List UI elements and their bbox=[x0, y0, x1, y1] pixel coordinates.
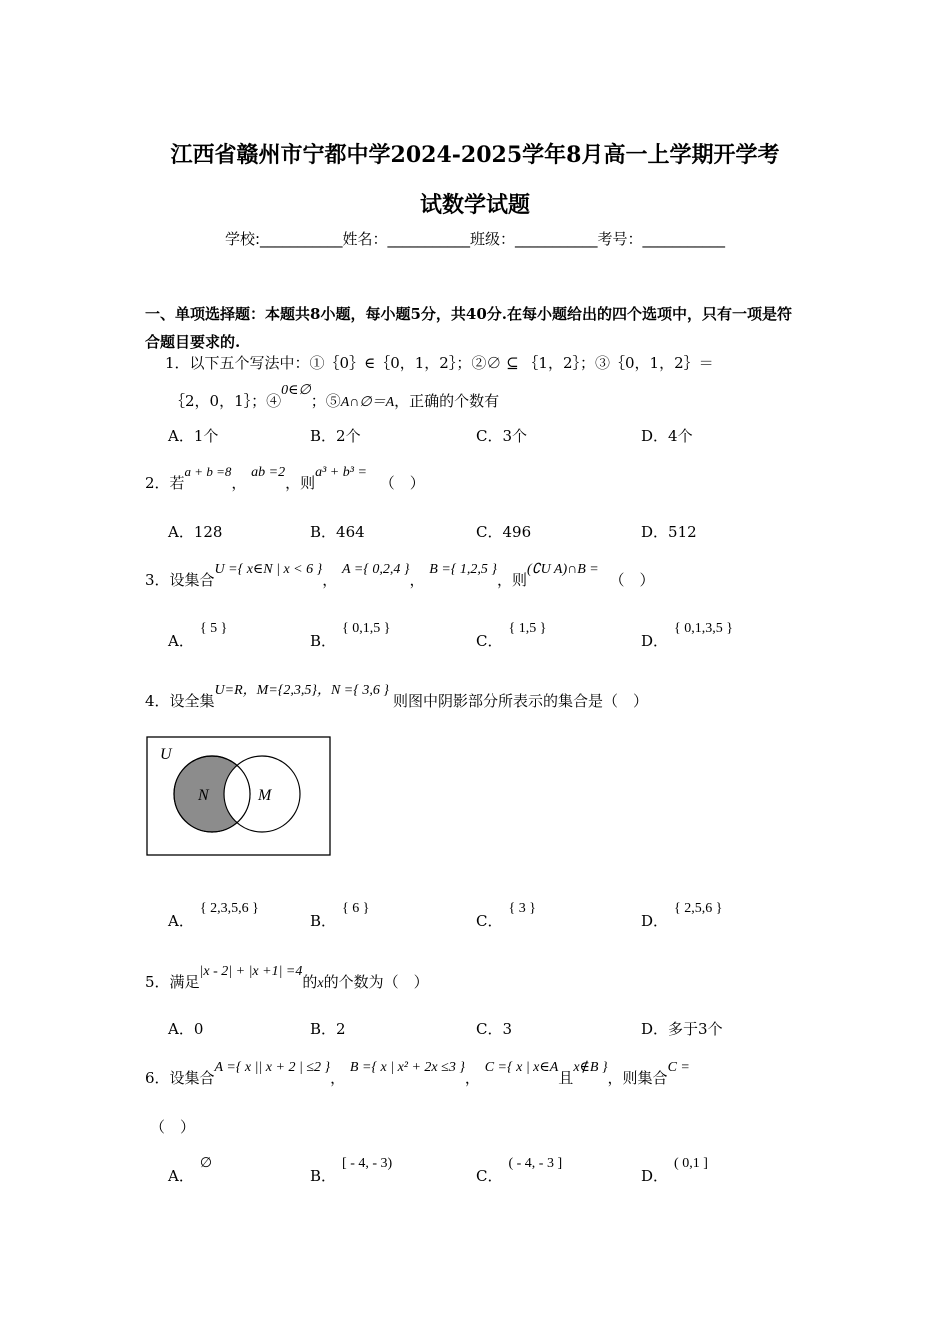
q6-option-c-letter: C． bbox=[476, 1167, 503, 1185]
q5-var: x bbox=[317, 976, 324, 991]
q3-math-3: B ={ 1,2,5 } bbox=[429, 562, 497, 577]
q5-suffix-a: 的 bbox=[302, 973, 318, 991]
q4-suffix: 则图中阴影部分所表示的集合是（ ） bbox=[392, 692, 648, 710]
q3-option-b-value: { 0,1,5 } bbox=[342, 621, 391, 636]
q3-math-1: U ={ x∈N | x < 6 } bbox=[214, 562, 323, 577]
q3-option-a-letter: A． bbox=[168, 632, 194, 650]
q1-option-c[interactable]: C．3个 bbox=[476, 427, 528, 445]
q6-option-c-value: ( - 4, - 3 ] bbox=[508, 1156, 563, 1171]
q4-option-d-value: { 2,5,6 } bbox=[674, 901, 723, 916]
q2-math-2: ab =2 bbox=[251, 465, 286, 480]
q6-then: ，则集合 bbox=[607, 1069, 668, 1087]
q6-and: 且 bbox=[558, 1069, 574, 1087]
q1-line1: 1．以下五个写法中：①｛0｝∈｛0，1，2｝；②∅ ⊆ ｛1，2｝；③｛0，1，2｝＝ bbox=[165, 354, 714, 372]
q5-option-c[interactable]: C．3 bbox=[476, 1020, 513, 1038]
q6-option-b-value: [ - 4, - 3) bbox=[342, 1156, 393, 1171]
q5-stem bbox=[145, 964, 429, 992]
q3-stem bbox=[145, 562, 655, 590]
q3-blank: （ ） bbox=[609, 571, 655, 589]
q2-prefix: 2．若 bbox=[145, 474, 185, 492]
q6-prefix: 6．设集合 bbox=[145, 1069, 215, 1087]
q3-sep-2: ， bbox=[409, 571, 425, 589]
q2-blank: （ ） bbox=[379, 474, 425, 492]
q2-math-3: a³ + b³ = bbox=[315, 465, 367, 480]
q2-option-d[interactable]: D．512 bbox=[641, 523, 697, 541]
q1-option-b[interactable]: B．2个 bbox=[310, 427, 361, 445]
q2-sep1: ， bbox=[231, 474, 247, 492]
q6-option-d-letter: D． bbox=[641, 1167, 669, 1185]
q1-math-2: A∩∅＝A bbox=[340, 395, 395, 410]
q6-math-3: C ={ x | x∈A bbox=[484, 1060, 559, 1075]
q2-option-c[interactable]: C．496 bbox=[476, 523, 532, 541]
q3-option-c-value: { 1,5 } bbox=[508, 621, 547, 636]
q6-option-a-value: ∅ bbox=[199, 1156, 213, 1171]
q6-option-d-value: ( 0,1 ] bbox=[674, 1156, 708, 1171]
q2-math-1: a + b =8 bbox=[184, 464, 232, 479]
label-n: N bbox=[198, 787, 209, 804]
label-u: U bbox=[160, 746, 172, 763]
q6-math-2: B ={ x | x² + 2x ≤3 } bbox=[349, 1060, 465, 1075]
q1-text-c: ，正确的个数有 bbox=[394, 392, 500, 410]
q4-option-b[interactable] bbox=[310, 901, 370, 931]
q3-option-d-letter: D． bbox=[641, 632, 669, 650]
q3-option-b-letter: B． bbox=[310, 632, 337, 650]
q6-option-a-letter: A． bbox=[168, 1167, 194, 1185]
q4-math-1: U=R，M={2,3,5}，N ={ 3,6 } bbox=[214, 683, 389, 698]
q3-math-4: (∁U A)∩B = bbox=[527, 562, 599, 577]
q3-math-2: A ={ 0,2,4 } bbox=[342, 562, 410, 577]
q6-math-1: A ={ x || x + 2 | ≤2 } bbox=[214, 1060, 331, 1075]
q3-option-a[interactable] bbox=[168, 621, 228, 651]
label-m: M bbox=[258, 787, 272, 804]
q5-option-b[interactable]: B．2 bbox=[310, 1020, 346, 1038]
q5-math-1: |x - 2| + |x +1| =4 bbox=[199, 964, 303, 979]
q4-stem bbox=[145, 683, 648, 711]
q6-option-b-letter: B． bbox=[310, 1167, 337, 1185]
q4-option-c-value: { 3 } bbox=[508, 901, 536, 916]
q5-suffix-b: 的个数为（ ） bbox=[323, 973, 429, 991]
q6-option-a[interactable] bbox=[168, 1156, 213, 1186]
q6-math-5: C = bbox=[667, 1060, 690, 1075]
section-heading: 一、单项选择题：本题共8小题，每小题5分，共40分.在每小题给出的四个选项中，只有一项是符合题目要求的. bbox=[145, 305, 792, 351]
q6-stem: 6．设集合A ={ x || x + 2 | ≤2 }， B ={ x | x² + 2x ≤3 }， C ={ x | x∈A且x∉B }，则集合C = bbox=[145, 1060, 690, 1087]
q4-option-b-letter: B． bbox=[310, 912, 337, 930]
q6-math-4: x∉B } bbox=[573, 1060, 608, 1075]
q3-option-d[interactable] bbox=[641, 621, 733, 651]
page-title: 江西省赣州市宁都中学2024-2025学年8月高一上学期开学考 bbox=[170, 142, 780, 168]
q1-option-a[interactable]: A．1个 bbox=[168, 427, 219, 445]
q4-option-a-letter: A． bbox=[168, 912, 194, 930]
student-info: 学校:___________姓名：___________班级：___________考号：___________ bbox=[224, 230, 726, 248]
q3-option-d-value: { 0,1,3,5 } bbox=[674, 621, 733, 636]
q1-text-b: ；⑤ bbox=[310, 392, 341, 410]
q5-option-a[interactable]: A．0 bbox=[168, 1020, 204, 1038]
q5-option-d[interactable]: D．多于3个 bbox=[641, 1020, 723, 1038]
q3-option-b[interactable] bbox=[310, 621, 391, 651]
q3-sep-1: ， bbox=[322, 571, 338, 589]
q2-option-b[interactable]: B．464 bbox=[310, 523, 365, 541]
q4-option-d-letter: D． bbox=[641, 912, 669, 930]
q5-prefix: 5．满足 bbox=[145, 973, 200, 991]
q2-stem bbox=[145, 464, 425, 493]
q3-option-a-value: { 5 } bbox=[199, 621, 228, 636]
q6-option-b[interactable] bbox=[310, 1156, 393, 1186]
q3-prefix: 3．设集合 bbox=[145, 571, 215, 589]
q6-option-c[interactable] bbox=[476, 1156, 563, 1186]
q1-option-d[interactable]: D．4个 bbox=[641, 427, 693, 445]
q2-sep2: ，则 bbox=[285, 474, 316, 492]
q6-option-d[interactable] bbox=[641, 1156, 708, 1186]
q4-option-a[interactable] bbox=[168, 901, 259, 931]
q4-prefix: 4．设全集 bbox=[145, 692, 215, 710]
q4-option-c[interactable] bbox=[476, 901, 536, 931]
q1-math-1: 0∈∅ bbox=[281, 383, 311, 398]
q4-option-a-value: { 2,3,5,6 } bbox=[199, 901, 259, 916]
q3-option-c[interactable] bbox=[476, 621, 547, 651]
q4-option-b-value: { 6 } bbox=[342, 901, 370, 916]
q3-option-c-letter: C． bbox=[476, 632, 503, 650]
q4-option-d[interactable] bbox=[641, 901, 723, 931]
q1-line2 bbox=[170, 383, 500, 411]
q2-option-a[interactable]: A．128 bbox=[168, 523, 223, 541]
q6-blank: （ ） bbox=[150, 1118, 196, 1136]
venn-diagram bbox=[146, 736, 332, 858]
q1-text-a: ｛2，0，1｝；④ bbox=[170, 392, 282, 410]
q3-then: ，则 bbox=[496, 571, 527, 589]
page-title-line2: 试数学试题 bbox=[419, 192, 530, 218]
q4-option-c-letter: C． bbox=[476, 912, 503, 930]
